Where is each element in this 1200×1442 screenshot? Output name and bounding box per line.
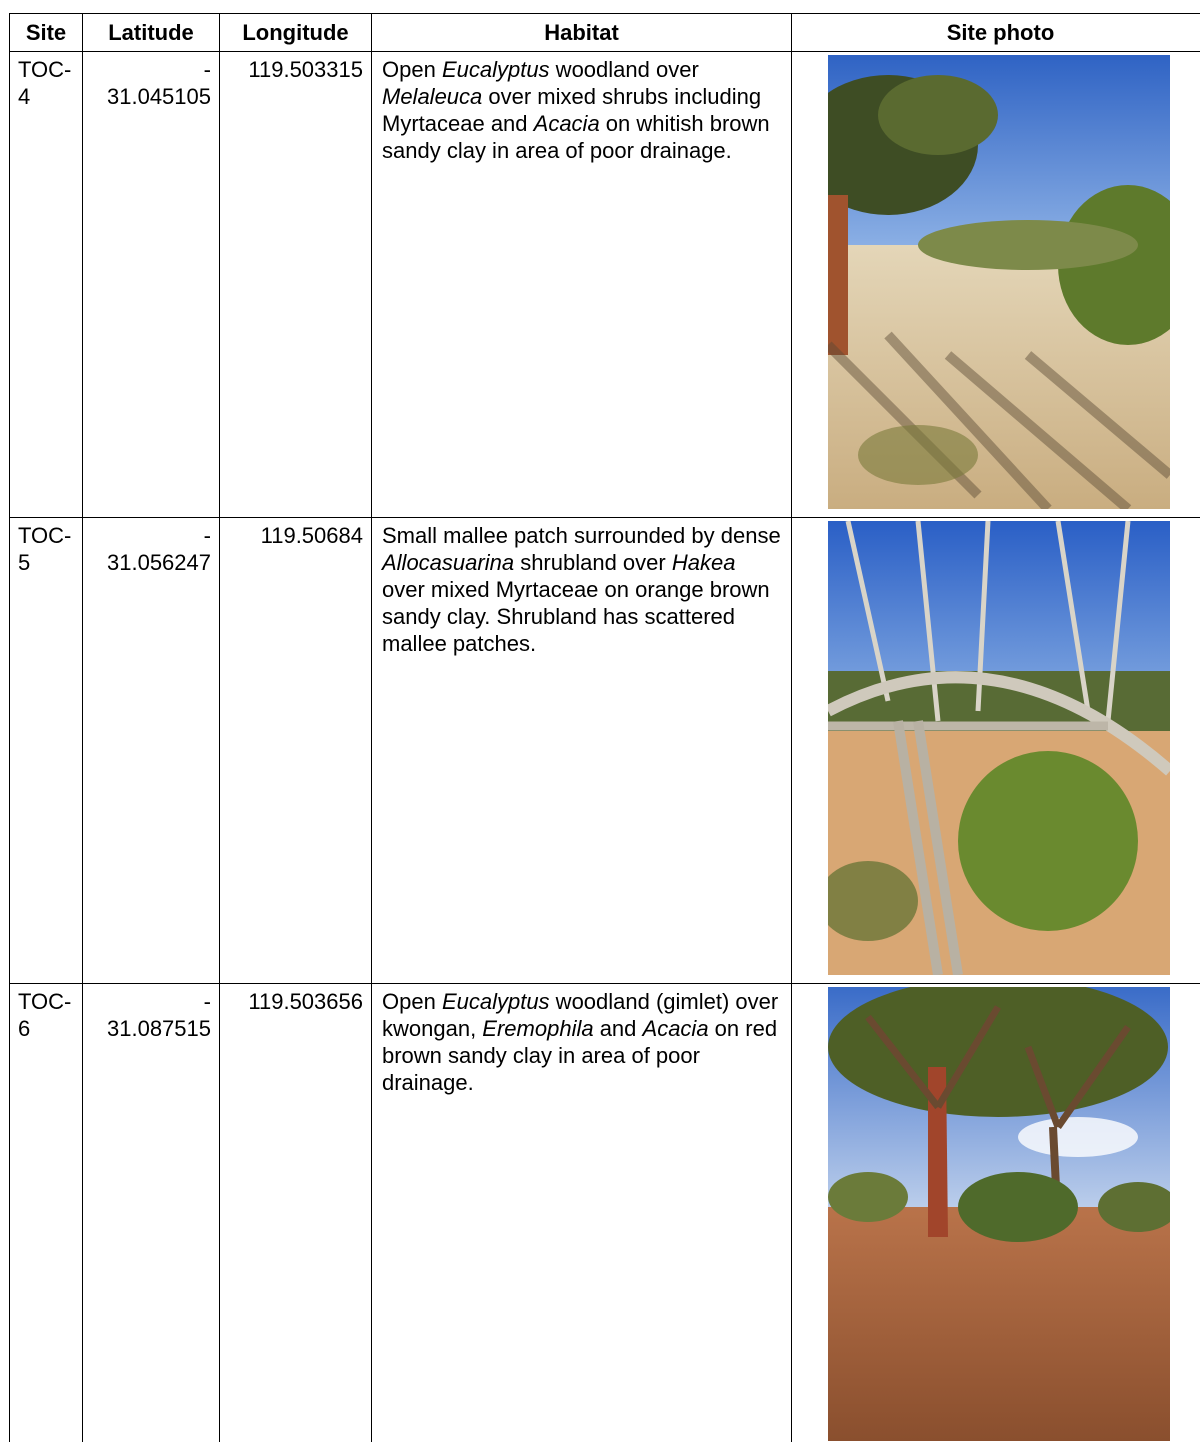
habitat-cell: [372, 52, 792, 518]
habitat-text: [382, 522, 781, 657]
site-photo: [828, 987, 1170, 1441]
habitat-taxon: Melaleuca: [382, 84, 482, 109]
habitat-text-run: Open: [382, 989, 442, 1014]
longitude-cell: 119.503656: [220, 984, 372, 1442]
habitat-taxon: Eucalyptus: [442, 989, 550, 1014]
habitat-taxon: Allocasuarina: [382, 550, 514, 575]
habitat-text: [382, 56, 781, 164]
site-id-prefix: TOC-: [18, 56, 76, 83]
site-id-number: 4: [18, 83, 76, 110]
site-cell: [10, 518, 83, 984]
habitat-text-run: Open: [382, 57, 442, 82]
site-photo-image: [828, 55, 1170, 509]
site-id-number: 6: [18, 1015, 76, 1042]
site-photo-image: [828, 987, 1170, 1441]
habitat-text-run: on whitish brown sandy clay in area of poor drainage.: [382, 111, 770, 163]
site-table: [9, 13, 1200, 1442]
latitude-sign: -: [91, 56, 211, 83]
site-photo-cell: [792, 52, 1200, 518]
habitat-cell: [372, 518, 792, 984]
header-longitude: Longitude: [220, 14, 372, 52]
latitude-value: 31.056247: [91, 549, 211, 576]
site-cell: [10, 984, 83, 1442]
table-row: [10, 52, 1200, 518]
habitat-text: [382, 988, 781, 1096]
site-cell: [10, 52, 83, 518]
table-row: [10, 984, 1200, 1442]
habitat-text-run: woodland over: [550, 57, 699, 82]
habitat-text-run: and: [594, 1016, 643, 1041]
latitude-sign: -: [91, 988, 211, 1015]
table-row: [10, 518, 1200, 984]
site-id-prefix: TOC-: [18, 988, 76, 1015]
header-site-photo: Site photo: [792, 14, 1200, 52]
habitat-text-run: over mixed Myrtaceae on orange brown sandy clay. Shrubland has scattered mallee patches.: [382, 577, 770, 656]
latitude-value: 31.087515: [91, 1015, 211, 1042]
header-site: Site: [10, 14, 83, 52]
latitude-cell: [83, 518, 220, 984]
longitude-cell: 119.503315: [220, 52, 372, 518]
site-photo-cell: [792, 984, 1200, 1442]
header-latitude: Latitude: [83, 14, 220, 52]
habitat-taxon: Eremophila: [482, 1016, 593, 1041]
latitude-cell: [83, 984, 220, 1442]
habitat-taxon: Acacia: [643, 1016, 709, 1041]
site-id-number: 5: [18, 549, 76, 576]
header-habitat: Habitat: [372, 14, 792, 52]
habitat-text-run: woodland (gimlet) over kwongan,: [382, 989, 778, 1041]
latitude-value: 31.045105: [91, 83, 211, 110]
site-photo: [828, 55, 1170, 509]
habitat-taxon: Acacia: [534, 111, 600, 136]
habitat-taxon: Hakea: [672, 550, 736, 575]
habitat-text-run: Small mallee patch surrounded by dense: [382, 523, 781, 548]
latitude-cell: [83, 52, 220, 518]
habitat-text-run: on red brown sandy clay in area of poor drainage.: [382, 1016, 777, 1095]
longitude-cell: 119.50684: [220, 518, 372, 984]
habitat-cell: [372, 984, 792, 1442]
habitat-text-run: shrubland over: [514, 550, 672, 575]
habitat-taxon: Eucalyptus: [442, 57, 550, 82]
habitat-text-run: over mixed shrubs including Myrtaceae and: [382, 84, 761, 136]
site-photo-cell: [792, 518, 1200, 984]
site-id-prefix: TOC-: [18, 522, 76, 549]
site-photo: [828, 521, 1170, 975]
site-photo-image: [828, 521, 1170, 975]
header-row: [10, 14, 1200, 52]
latitude-sign: -: [91, 522, 211, 549]
